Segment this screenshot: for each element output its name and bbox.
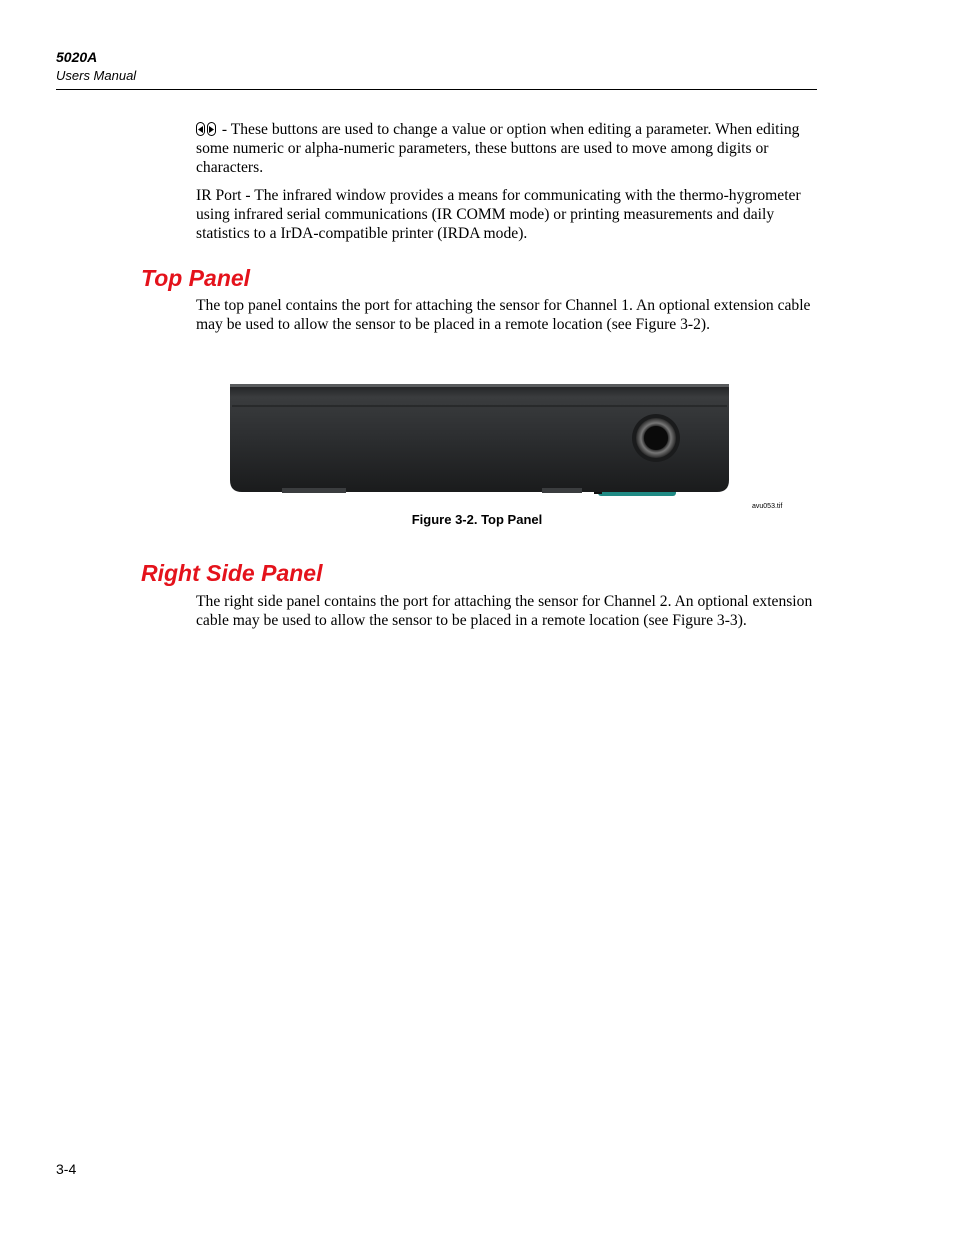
header-rule [56,89,817,90]
right-arrow-button-icon [207,122,216,136]
arrow-buttons-text: - These buttons are used to change a value or option when editing a parameter. When editing some numeric or alpha-numeric parameters, these buttons are used to move among digits or characters. [196,121,800,176]
arrow-buttons-paragraph [196,121,818,177]
top-panel-heading: Top Panel [141,265,251,291]
figure-reference: avu053.tif [752,503,783,510]
right-side-panel-heading: Right Side Panel [141,560,323,586]
top-panel-paragraph: The top panel contains the port for attaching the sensor for Channel 1. An optional extension cable may be used to allow the sensor to be placed in a remote location (see Figure 3-2). [196,297,811,333]
page-number: 3-4 [56,1161,77,1177]
figure-caption: Figure 3-2. Top Panel [411,512,543,527]
right-side-panel-paragraph: The right side panel contains the port for attaching the sensor for Channel 2. An optional extension cable may be used to allow the sensor to be placed in a remote location (see Figure 3-3). [196,593,813,629]
ir-port-paragraph: IR Port - The infrared window provides a means for communicating with the thermo-hygrometer using infrared serial communications (IR COMM mode) or printing measurements and daily statistics to a IrDA-compatible printer (IRDA mode). [196,187,801,242]
top-panel-figure-image [222,380,737,498]
left-arrow-button-icon [196,122,205,136]
header-manual-title: Users Manual [56,68,137,83]
header-model: 5020A [56,49,98,65]
